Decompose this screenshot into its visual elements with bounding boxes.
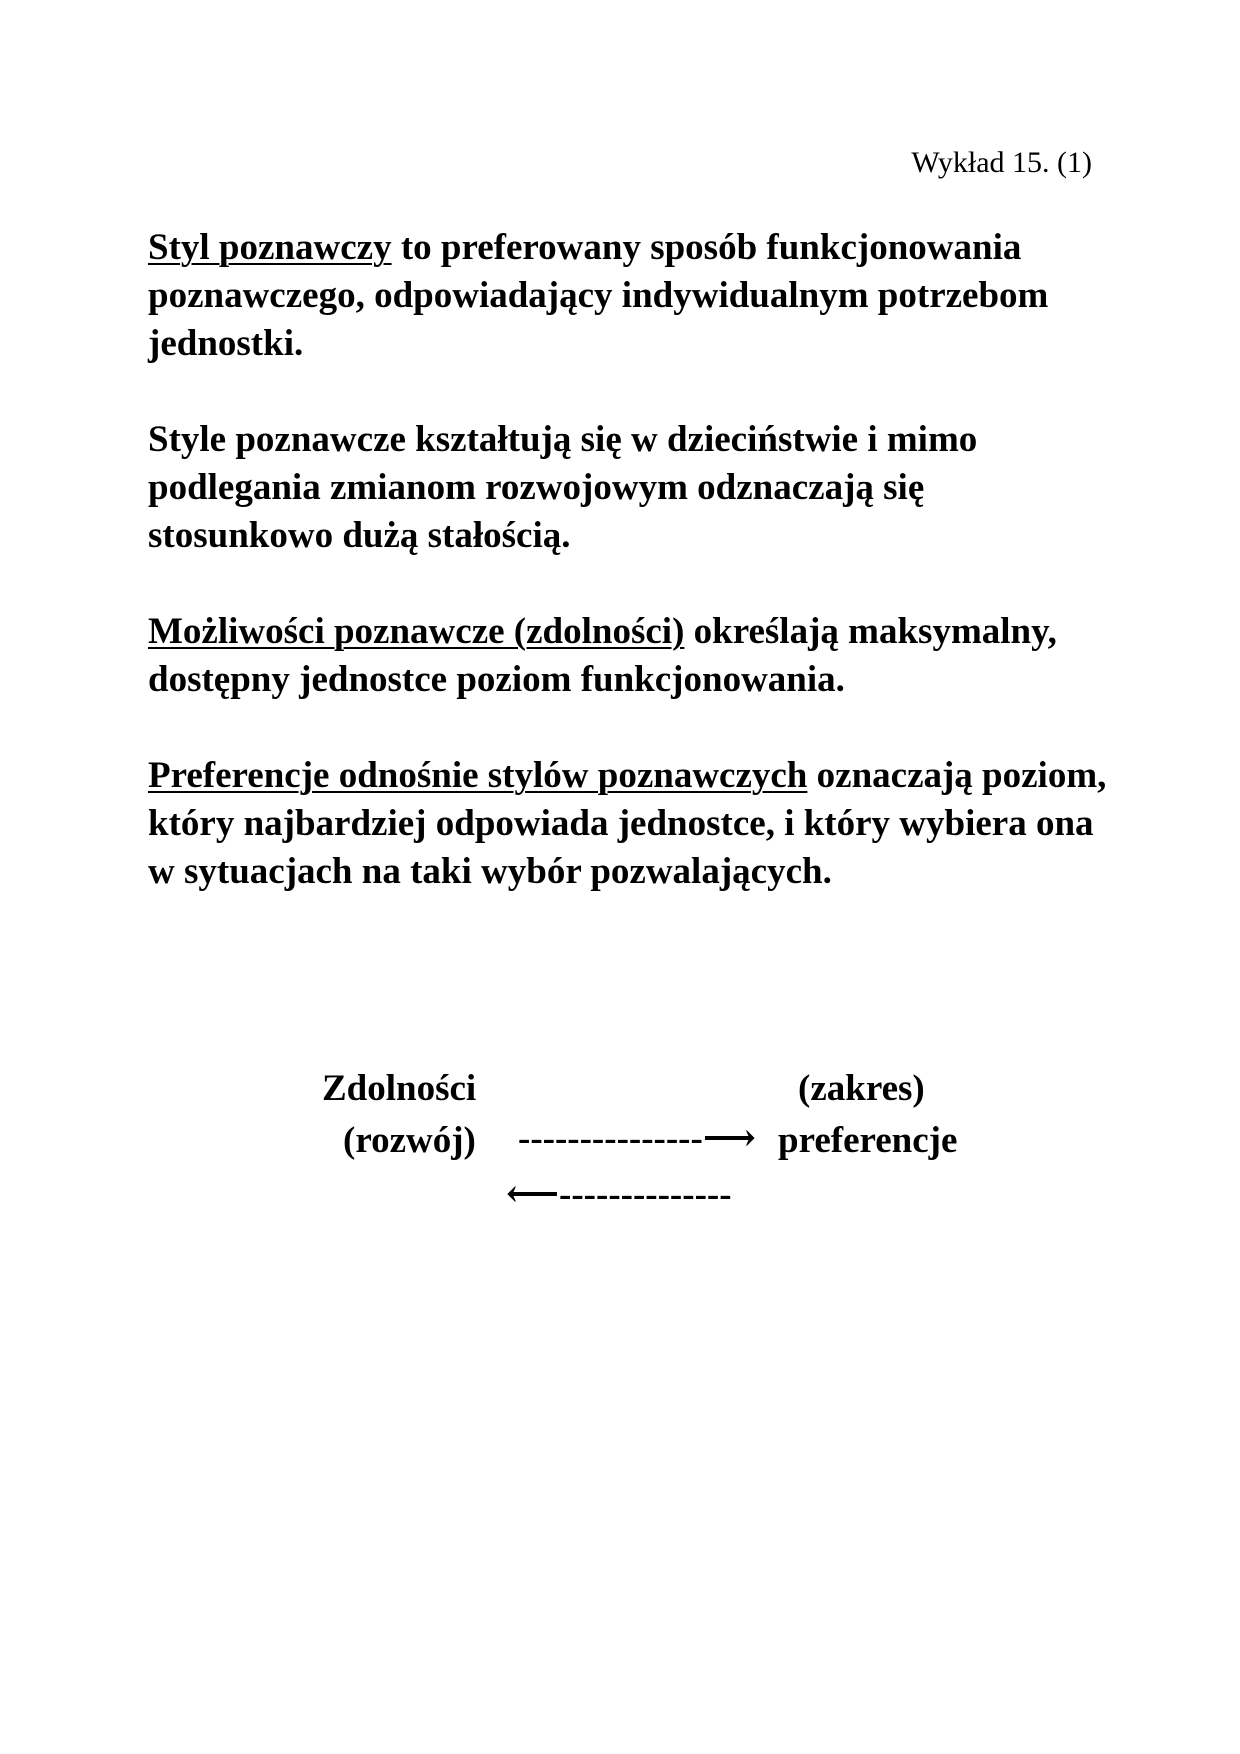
paragraph-style-preferences <box>148 752 1108 896</box>
paragraph-text: oznaczają poziom, który najbardziej odpowiada jednostce, i który wybiera ona w sytuacjach na taki wybór pozwalających. <box>148 755 1107 892</box>
paragraph-text: to preferowany sposób funkcjonowania poznawczego, odpowiadający indywidualnym potrzebom jednostki. <box>148 227 1049 364</box>
term-cognitive-abilities: Możliwości poznawcze (zdolności) <box>148 611 685 652</box>
abilities-preferences-diagram <box>0 1070 1240 1230</box>
lecture-label: Wykład 15. (1) <box>911 146 1092 179</box>
paragraph-cognitive-style <box>148 224 1108 368</box>
arrow-left-icon: ⟵-------------- <box>506 1174 732 1215</box>
term-cognitive-style: Styl poznawczy <box>148 227 392 268</box>
lecture-body <box>148 224 1108 944</box>
term-style-preferences: Preferencje odnośnie stylów poznawczych <box>148 755 808 796</box>
paragraph-style-formation: Style poznawcze kształtują się w dzieciństwie i mimo podlegania zmianom rozwojowym odznaczają się stosunkowo dużą stałością. <box>148 419 978 556</box>
diagram-label-abilities: Zdolności <box>322 1068 477 1109</box>
diagram-label-development: (rozwój) <box>343 1120 476 1161</box>
arrow-right-icon: ---------------⟶ <box>518 1118 756 1159</box>
diagram-label-preferences: preferencje <box>778 1120 958 1161</box>
paragraph-cognitive-abilities <box>148 608 1108 704</box>
diagram-label-range: (zakres) <box>798 1068 925 1109</box>
paragraph-text: określają maksymalny, dostępny jednostce poziom funkcjonowania. <box>148 611 1057 700</box>
